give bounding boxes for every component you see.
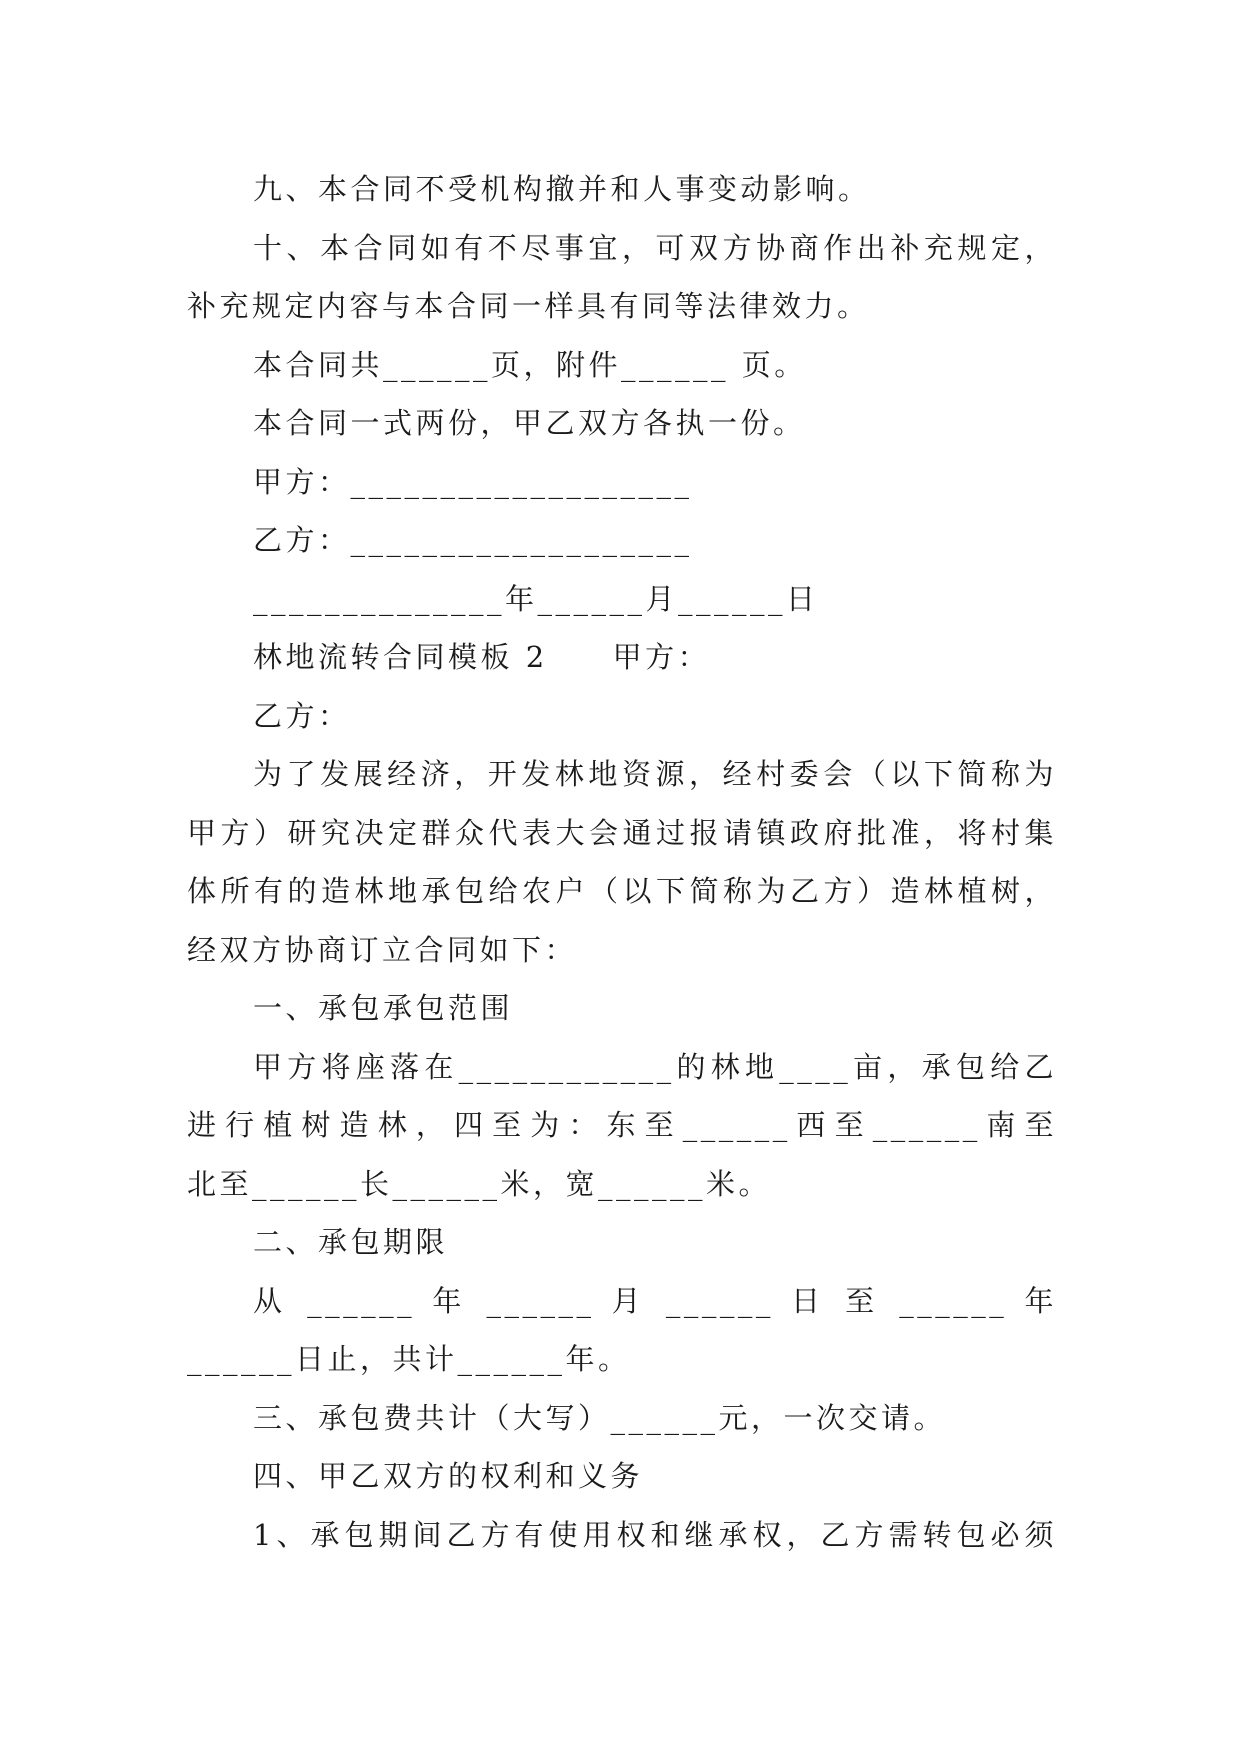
scope-line-1: 甲方将座落在____________的林地____亩，承包给乙	[253, 1049, 1057, 1084]
preamble-line-2: 甲方）研究决定群众代表大会通过报请镇政府批准，将村集	[187, 815, 1057, 850]
term-line-2: ______日止，共计______年。	[187, 1342, 631, 1376]
template-2-heading: 林地流转合同模板 2 甲方：	[253, 640, 711, 674]
page-count-line: 本合同共______页，附件______ 页。	[253, 347, 807, 382]
preamble-line-4: 经双方协商订立合同如下：	[187, 932, 578, 967]
rights-line-1: 1、承包期间乙方有使用权和继承权，乙方需转包必须	[253, 1517, 1057, 1552]
section-three: 三、承包费共计（大写）______元，一次交请。	[253, 1400, 947, 1435]
term-line-1: 从 ______ 年 ______ 月 ______ 日 至 ______ 年	[253, 1283, 1057, 1318]
section-one-heading: 一、承包承包范围	[253, 991, 514, 1025]
date-line: ______________年______月______日	[253, 581, 819, 616]
scope-line-3: 北至______长______米，宽______米。	[187, 1166, 772, 1201]
scope-line-2: 进行植树造林，四至为：东至______西至______南至	[187, 1108, 1057, 1142]
copies-line: 本合同一式两份，甲乙双方各执一份。	[253, 406, 806, 440]
section-two-heading: 二、承包期限	[253, 1225, 449, 1259]
contract-text	[187, 160, 1057, 1564]
section-four-heading: 四、甲乙双方的权利和义务	[253, 1459, 644, 1493]
party-b-signature: 乙方：___________________	[253, 523, 693, 557]
preamble-line-1: 为了发展经济，开发林地资源，经村委会（以下简称为	[253, 757, 1057, 791]
preamble-line-3: 体所有的造林地承包给农户（以下简称为乙方）造林植树，	[187, 874, 1057, 908]
clause-ten-line-2: 补充规定内容与本合同一样具有同等法律效力。	[187, 289, 870, 323]
clause-nine: 九、本合同不受机构撤并和人事变动影响。	[253, 172, 871, 206]
clause-ten-line-1: 十、本合同如有不尽事宜，可双方协商作出补充规定，	[253, 230, 1057, 265]
party-a-signature: 甲方：___________________	[253, 464, 693, 499]
party-b-label: 乙方：	[253, 698, 351, 733]
